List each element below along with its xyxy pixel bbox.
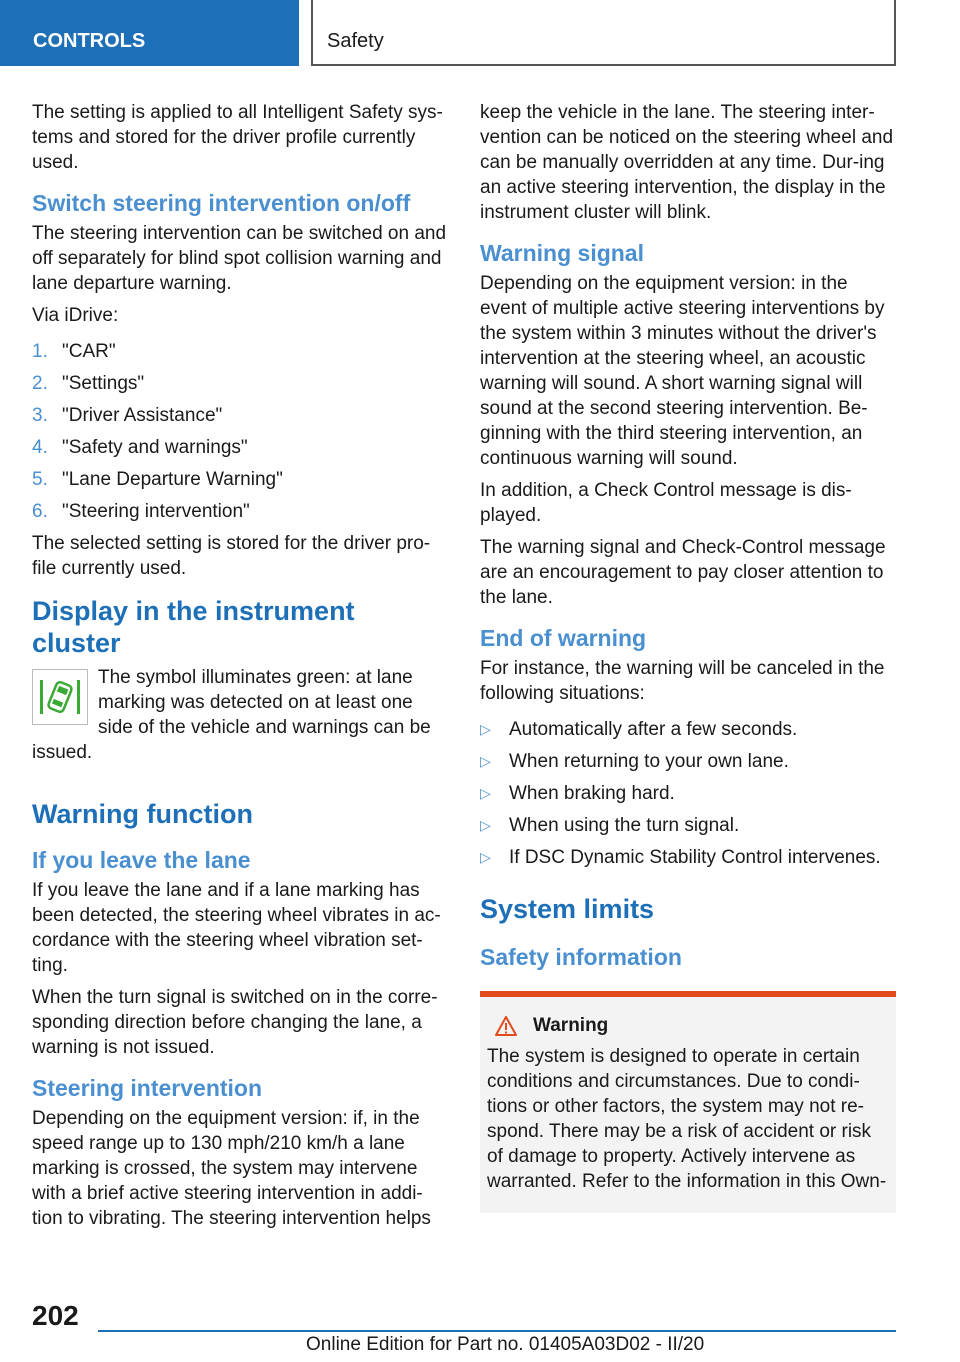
warning-title — [487, 1013, 889, 1038]
triangle-bullet-icon: ▷ — [480, 784, 491, 801]
subsection-tab: Safety — [311, 0, 896, 66]
warning-signal-heading: Warning signal — [480, 240, 644, 266]
list-item-text: If DSC Dynamic Stability Control intervenes. — [509, 846, 881, 868]
lane-departure-symbol-icon — [32, 669, 88, 725]
step-label: "Driver Assistance" — [62, 404, 223, 426]
section-tab: CONTROLS — [0, 0, 299, 66]
encouragement-paragraph: The warning signal and Check-Control message are an encouragement to pay closer attention to the lane. — [480, 537, 886, 608]
step-label: "Steering intervention" — [62, 500, 250, 522]
warning-function-heading: Warning function — [32, 799, 253, 829]
via-idrive: Via iDrive: — [32, 305, 119, 326]
list-item — [480, 777, 896, 809]
step-item — [32, 335, 448, 367]
warning-signal-paragraph: Depending on the equipment version: in the event of multiple active steering interventions by the system within 3 minutes without the driver's intervention at the steering wheel, an acoustic warning will sound. A short warning signal will sound at the second steering intervention. Be-ginning with the third steering intervention, an continuous warning will sound. — [480, 273, 885, 469]
list-item — [480, 841, 896, 873]
list-item-text: When returning to your own lane. — [509, 750, 789, 772]
triangle-bullet-icon: ▷ — [480, 848, 491, 865]
list-item-text: When using the turn signal. — [509, 814, 740, 836]
page-number: 202 — [32, 1300, 79, 1331]
idrive-steps — [32, 335, 448, 527]
stored-paragraph: The selected setting is stored for the driver pro-file currently used. — [32, 533, 431, 579]
end-of-warning-heading: End of warning — [480, 625, 647, 651]
triangle-bullet-icon: ▷ — [480, 752, 491, 769]
display-heading: Display in the instrument cluster — [32, 596, 355, 658]
step-number: 6. — [32, 500, 48, 522]
switch-heading: Switch steering intervention on/off — [32, 190, 411, 216]
left-column — [32, 100, 448, 1238]
right-column — [480, 100, 896, 1213]
step-label: "CAR" — [62, 340, 116, 362]
list-item — [480, 809, 896, 841]
intro-paragraph: The setting is applied to all Intelligent Safety sys-tems and stored for the driver profile currently used. — [32, 102, 443, 173]
warning-box — [480, 991, 896, 1213]
list-item — [480, 713, 896, 745]
step-item — [32, 463, 448, 495]
list-item — [480, 745, 896, 777]
step-number: 1. — [32, 340, 48, 362]
page-header — [0, 0, 960, 66]
step-item — [32, 431, 448, 463]
step-number: 4. — [32, 436, 48, 458]
warning-title-text: Warning — [533, 1015, 609, 1036]
triangle-bullet-icon: ▷ — [480, 720, 491, 737]
steering-paragraph: Depending on the equipment version: if, in the speed range up to 130 mph/210 km/h a lane marking is crossed, the system may intervene with a brief active steering intervention in addi-tion to vibrating. The steering intervention helps — [32, 1108, 431, 1229]
triangle-bullet-icon: ▷ — [480, 816, 491, 833]
step-number: 5. — [32, 468, 48, 490]
step-item — [32, 367, 448, 399]
step-label: "Settings" — [62, 372, 145, 394]
list-item-text: When braking hard. — [509, 782, 675, 804]
step-label: "Lane Departure Warning" — [62, 468, 283, 490]
step-item — [32, 399, 448, 431]
display-paragraph: The symbol illuminates green: at lane marking was detected on at least one side of the vehicle and warnings can be issued. — [32, 667, 431, 763]
edition-info: Online Edition for Part no. 01405A03D02 - II/20 — [306, 1334, 705, 1355]
turn-signal-paragraph: When the turn signal is switched on in the corre-sponding direction before changing the lane, a warning is not issued. — [32, 987, 438, 1058]
continued-paragraph: keep the vehicle in the lane. The steering inter-vention can be noticed on the steering wheel and can be manually overridden at any time. Dur-ing an active steering intervention, the display in the instrument cluster will blink. — [480, 102, 894, 223]
warning-text: The system is designed to operate in certain conditions and circumstances. Due to condi-tions or other factors, the system may not re-spond. There may be a risk of accident or risk of damage to property. Actively intervene as warranted. Refer to the information in this Own- — [487, 1046, 887, 1192]
safety-information-heading: Safety information — [480, 944, 682, 970]
step-number: 3. — [32, 404, 48, 426]
leave-lane-heading: If you leave the lane — [32, 847, 251, 873]
end-of-warning-paragraph: For instance, the warning will be canceled in the following situations: — [480, 658, 885, 704]
cancel-situations-list — [480, 713, 896, 873]
steering-heading: Steering intervention — [32, 1075, 263, 1101]
step-number: 2. — [32, 372, 48, 394]
step-label: "Safety and warnings" — [62, 436, 248, 458]
leave-lane-paragraph: If you leave the lane and if a lane marking has been detected, the steering wheel vibrates in ac-cordance with the steering wheel vibration set-ting. — [32, 880, 441, 976]
switch-paragraph: The steering intervention can be switched on and off separately for blind spot collision warning and lane departure warning. — [32, 223, 447, 294]
step-item — [32, 495, 448, 527]
display-block — [32, 665, 448, 772]
check-control-paragraph: In addition, a Check Control message is dis-played. — [480, 480, 852, 526]
system-limits-heading: System limits — [480, 894, 655, 924]
warning-triangle-icon — [495, 1016, 517, 1036]
list-item-text: Automatically after a few seconds. — [509, 718, 798, 740]
footer-divider — [98, 1330, 896, 1332]
